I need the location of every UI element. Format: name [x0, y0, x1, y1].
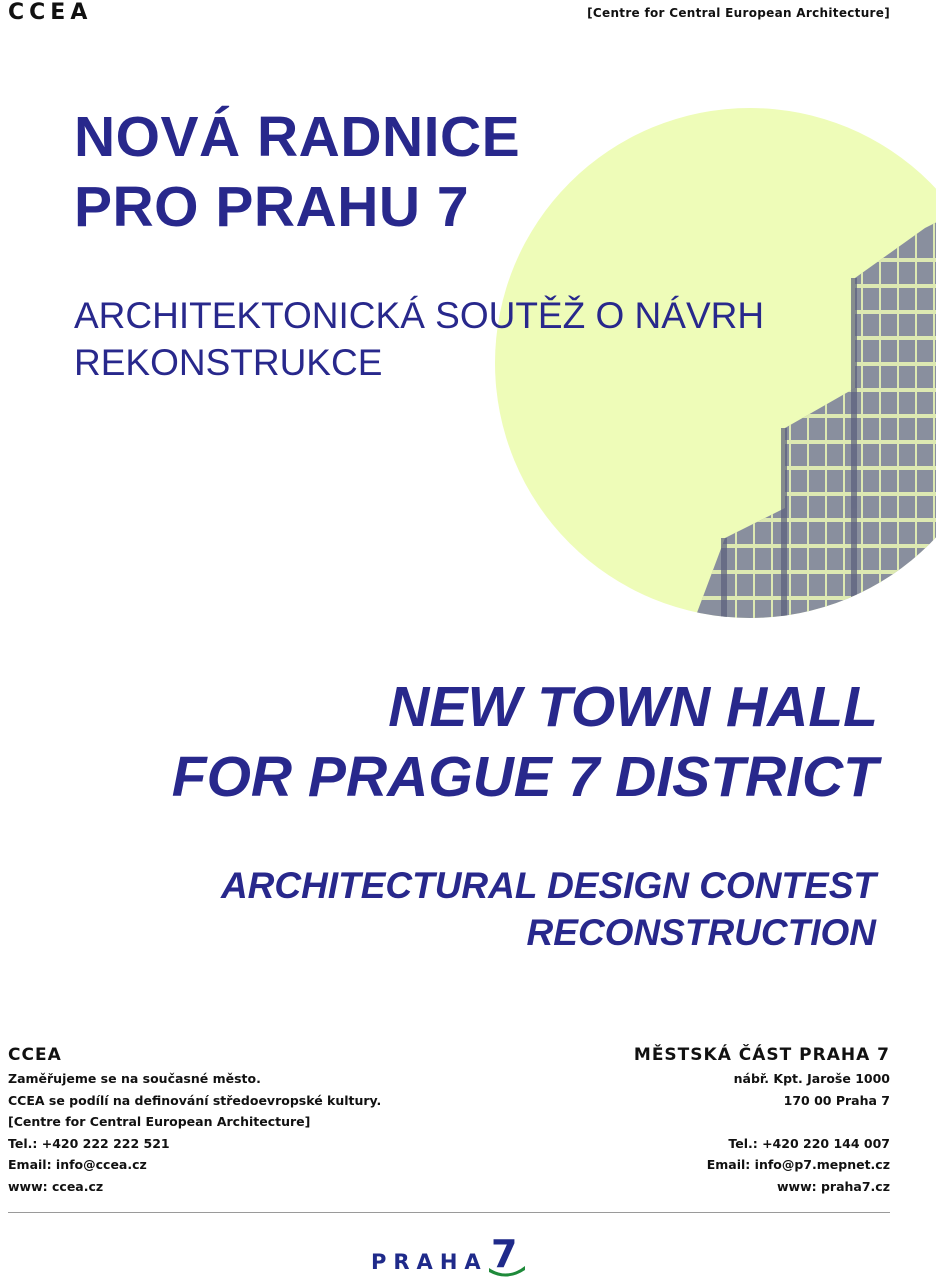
subtitle-english [221, 862, 876, 956]
title-english-line1: NEW TOWN HALL [388, 675, 878, 739]
footer-praha7-address1: nábř. Kpt. Jaroše 1000 [733, 1071, 890, 1086]
footer-ccea-line1: Zaměřujeme se na současné město. [8, 1071, 261, 1086]
title-english-line2: FOR PRAGUE 7 DISTRICT [171, 745, 878, 809]
subtitle-czech-line1: ARCHITEKTONICKÁ SOUTĚŽ O NÁVRH [74, 295, 765, 336]
footer-ccea-line3: [Centre for Central European Architecture] [8, 1114, 311, 1129]
subtitle-english-line2: RECONSTRUCTION [526, 912, 876, 953]
title-english [172, 672, 878, 812]
title-czech-line2: PRO PRAHU 7 [74, 175, 470, 239]
subtitle-czech [74, 292, 764, 386]
footer-ccea-contact [8, 1044, 381, 1197]
praha7-logo-number: 7 [491, 1232, 518, 1276]
ccea-logo: CCEA [8, 0, 93, 25]
footer-praha7-web[interactable]: www: praha7.cz [776, 1178, 890, 1194]
footer-ccea-heading: CCEA [8, 1045, 62, 1065]
footer-praha7-heading: MĚSTSKÁ ČÁST PRAHA 7 [633, 1045, 890, 1065]
title-czech-line1: NOVÁ RADNICE [74, 105, 521, 169]
footer-ccea-line2: CCEA se podílí na definování středoevropské kultury. [8, 1092, 382, 1108]
footer-ccea-phone: Tel.: +420 222 222 521 [8, 1135, 170, 1151]
footer-divider [8, 1212, 890, 1213]
footer-praha7-address2: 170 00 Praha 7 [783, 1092, 890, 1108]
footer-spacer [634, 1111, 890, 1133]
praha7-logo [369, 1232, 527, 1280]
header-tagline: [Centre for Central European Architecture] [587, 6, 890, 20]
footer-praha7-contact [634, 1044, 890, 1197]
title-czech [74, 102, 520, 242]
footer-ccea-email[interactable]: Email: info@ccea.cz [8, 1157, 147, 1172]
footer-praha7-phone: Tel.: +420 220 144 007 [728, 1135, 890, 1151]
subtitle-english-line1: ARCHITECTURAL DESIGN CONTEST [220, 865, 876, 906]
footer-ccea-web[interactable]: www: ccea.cz [8, 1178, 104, 1194]
praha7-logo-word: PRAHA [371, 1250, 488, 1274]
subtitle-czech-line2: REKONSTRUKCE [74, 342, 383, 383]
praha7-swoosh-icon [487, 1264, 527, 1280]
footer-praha7-email[interactable]: Email: info@p7.mepnet.cz [706, 1157, 890, 1172]
